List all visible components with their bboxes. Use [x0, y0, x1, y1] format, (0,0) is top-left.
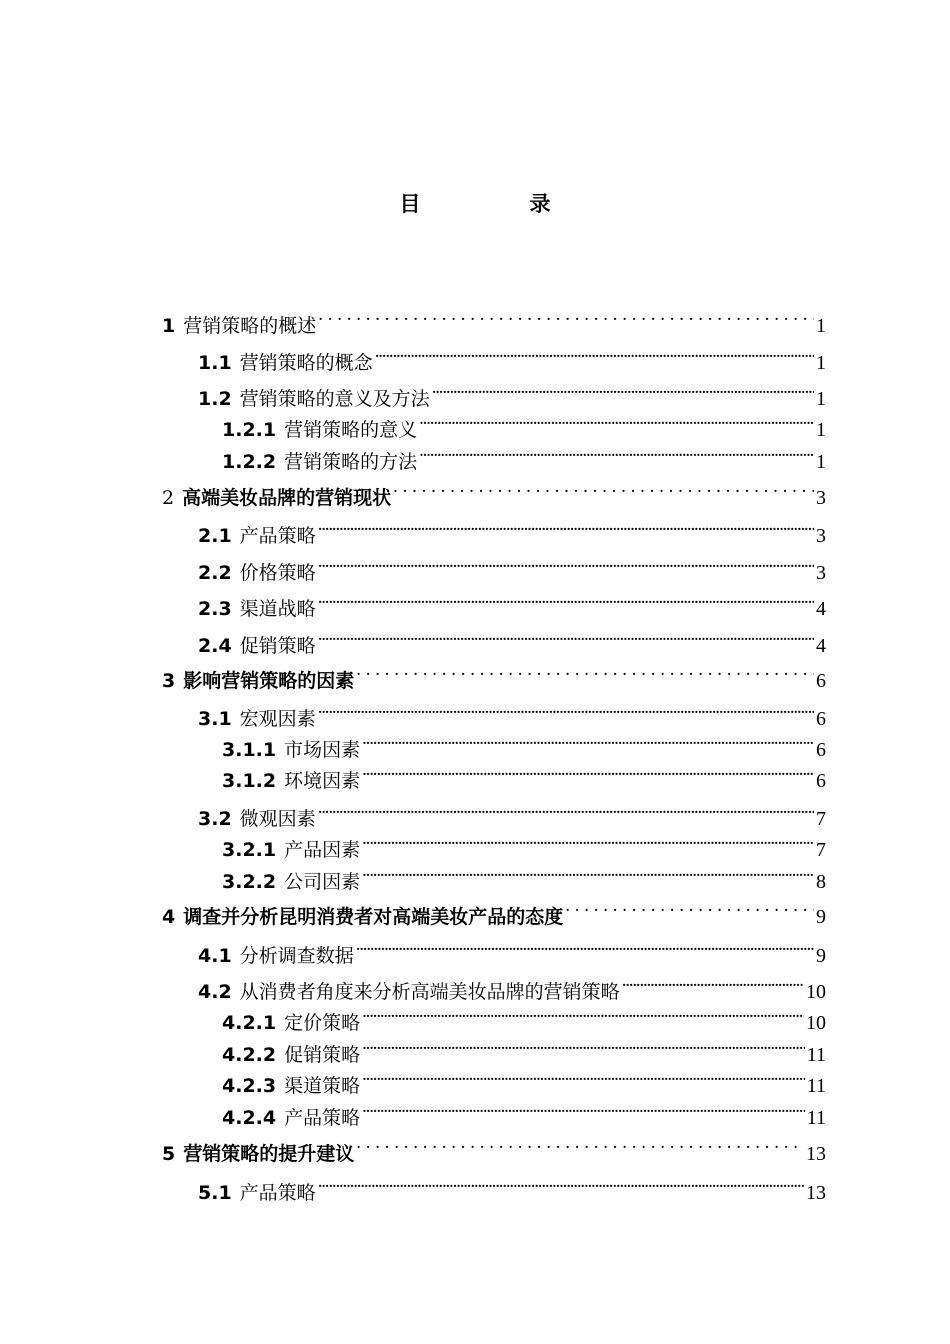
toc-label: 营销策略的概述: [183, 315, 317, 337]
dot-leader: [318, 518, 814, 542]
dot-leader: [318, 801, 814, 825]
toc-entry[interactable]: [222, 1005, 826, 1034]
toc-number: 1.2: [198, 388, 232, 410]
toc-page: 4: [816, 598, 826, 620]
toc-page: 11: [806, 1044, 826, 1066]
toc-entry[interactable]: [222, 412, 826, 441]
toc-entry[interactable]: [198, 591, 826, 620]
toc-entry[interactable]: [198, 801, 826, 830]
toc-page: 1: [816, 388, 826, 410]
toc-number: 3.1.1: [222, 739, 277, 761]
dot-leader: [419, 444, 814, 468]
toc-page: 7: [816, 839, 826, 861]
toc-entry[interactable]: [198, 974, 826, 1003]
toc-entry[interactable]: [222, 832, 826, 861]
toc-entry[interactable]: [198, 518, 826, 547]
toc-page: 11: [806, 1075, 826, 1097]
toc-label: 环境因素: [284, 770, 361, 792]
toc-label: 定价策略: [284, 1012, 361, 1034]
dot-leader: [318, 1175, 804, 1199]
toc-number: 4.2.1: [222, 1012, 277, 1034]
dot-leader: [356, 938, 814, 962]
toc-page: 6: [816, 770, 826, 792]
dot-leader: [565, 899, 814, 923]
toc-number: 4.2.2: [222, 1044, 277, 1066]
toc-entry[interactable]: [198, 628, 826, 657]
dot-leader: [318, 701, 814, 725]
toc-label: 产品策略: [239, 1182, 316, 1204]
dot-leader: [362, 763, 814, 787]
toc-entry[interactable]: [198, 938, 826, 967]
toc-entry[interactable]: [222, 763, 826, 792]
dot-leader: [356, 1136, 804, 1160]
toc-label: 微观因素: [239, 808, 316, 830]
toc-page: 7: [816, 808, 826, 830]
dot-leader: [362, 1037, 805, 1061]
toc-number: 1.1: [198, 352, 232, 374]
toc-number: 2.3: [198, 598, 232, 620]
toc-number: 4.2.4: [222, 1107, 277, 1129]
toc-number: 2.4: [198, 635, 232, 657]
toc-page: 8: [816, 871, 826, 893]
toc-label: 价格策略: [239, 562, 316, 584]
dot-leader: [362, 732, 814, 756]
toc-label: 从消费者角度来分析高端美妆品牌的营销策略: [239, 981, 620, 1003]
toc-number: 5: [162, 1143, 176, 1165]
toc-page: 11: [806, 1107, 826, 1129]
toc-page: 6: [816, 739, 826, 761]
toc-page: 3: [816, 525, 826, 547]
toc-label: 宏观因素: [239, 708, 316, 730]
dot-leader: [393, 480, 814, 504]
dot-leader: [419, 412, 814, 436]
toc-number: 4.2.3: [222, 1075, 277, 1097]
toc-page: 4: [816, 635, 826, 657]
toc-page: 13: [806, 1143, 826, 1165]
toc-label: 分析调查数据: [239, 945, 354, 967]
toc-label: 高端美妆品牌的营销现状: [182, 487, 392, 509]
toc-page: 1: [816, 315, 826, 337]
toc-page: 1: [816, 352, 826, 374]
toc-number: 4: [162, 906, 176, 928]
toc-entry[interactable]: [222, 1100, 826, 1129]
toc-label: 市场因素: [284, 739, 361, 761]
toc-page: 3: [816, 487, 826, 509]
toc-page: 3: [816, 562, 826, 584]
toc-page: 1: [816, 419, 826, 441]
toc-label: 影响营销策略的因素: [183, 670, 355, 692]
toc-entry[interactable]: [198, 1175, 826, 1204]
toc-label: 渠道策略: [284, 1075, 361, 1097]
toc-number: 4.2: [198, 981, 232, 1003]
page-title: 目 录: [399, 192, 595, 216]
toc-page: 6: [816, 670, 826, 692]
dot-leader: [318, 591, 814, 615]
dot-leader: [362, 1068, 805, 1092]
toc-label: 营销策略的概念: [239, 352, 373, 374]
toc-number: 1.2.1: [222, 419, 277, 441]
toc-entry[interactable]: [162, 663, 826, 692]
toc-entry[interactable]: [162, 480, 826, 509]
toc-number: 3.2.2: [222, 871, 277, 893]
toc-entry[interactable]: [222, 444, 826, 473]
toc-label: 促销策略: [239, 635, 316, 657]
dot-leader: [362, 864, 814, 888]
toc-number: 3.1.2: [222, 770, 277, 792]
toc-page: 10: [806, 1012, 826, 1034]
toc-label: 促销策略: [284, 1044, 361, 1066]
toc-number: 3.1: [198, 708, 232, 730]
toc-label: 产品策略: [284, 1107, 361, 1129]
toc-label: 产品策略: [239, 525, 316, 547]
toc-number: 4.1: [198, 945, 232, 967]
toc-number: 5.1: [198, 1182, 232, 1204]
toc-entry[interactable]: [222, 1068, 826, 1097]
toc-entry[interactable]: [162, 308, 826, 337]
toc-label: 营销策略的方法: [284, 451, 418, 473]
dot-leader: [318, 308, 814, 332]
dot-leader: [362, 1100, 805, 1124]
dot-leader: [375, 345, 814, 369]
toc-label: 公司因素: [284, 871, 361, 893]
dot-leader: [318, 555, 814, 579]
toc-entry[interactable]: [222, 1037, 826, 1066]
toc-page: 1: [816, 451, 826, 473]
toc-page: 9: [816, 906, 826, 928]
toc-page: 13: [806, 1182, 826, 1204]
toc-label: 营销策略的提升建议: [183, 1143, 355, 1165]
toc-entry[interactable]: [198, 701, 826, 730]
dot-leader: [318, 628, 814, 652]
toc-number: 2.2: [198, 562, 232, 584]
toc-number: 1.2.2: [222, 451, 277, 473]
toc-label: 渠道战略: [239, 598, 316, 620]
toc-page: 10: [806, 981, 826, 1003]
toc-entry[interactable]: [162, 899, 826, 928]
dot-leader: [432, 381, 814, 405]
toc-page: 9: [816, 945, 826, 967]
toc-number: 3.2.1: [222, 839, 277, 861]
toc-label: 产品因素: [284, 839, 361, 861]
toc-entry[interactable]: [222, 732, 826, 761]
dot-leader: [362, 1005, 804, 1029]
toc-entry[interactable]: [222, 864, 826, 893]
toc-number: 3.2: [198, 808, 232, 830]
toc-label: 营销策略的意义及方法: [239, 388, 430, 410]
toc-entry[interactable]: [198, 555, 826, 584]
toc-page: 6: [816, 708, 826, 730]
toc-entry[interactable]: [198, 381, 826, 410]
toc-label: 营销策略的意义: [284, 419, 418, 441]
dot-leader: [362, 832, 814, 856]
toc-entry[interactable]: [198, 345, 826, 374]
toc-number: 1: [162, 315, 176, 337]
toc-number: 3: [162, 670, 176, 692]
dot-leader: [356, 663, 814, 687]
toc-entry[interactable]: [162, 1136, 826, 1165]
toc-number: 2: [162, 487, 175, 509]
toc-number: 2.1: [198, 525, 232, 547]
dot-leader: [622, 974, 804, 998]
toc-label: 调查并分析昆明消费者对高端美妆产品的态度: [183, 906, 564, 928]
